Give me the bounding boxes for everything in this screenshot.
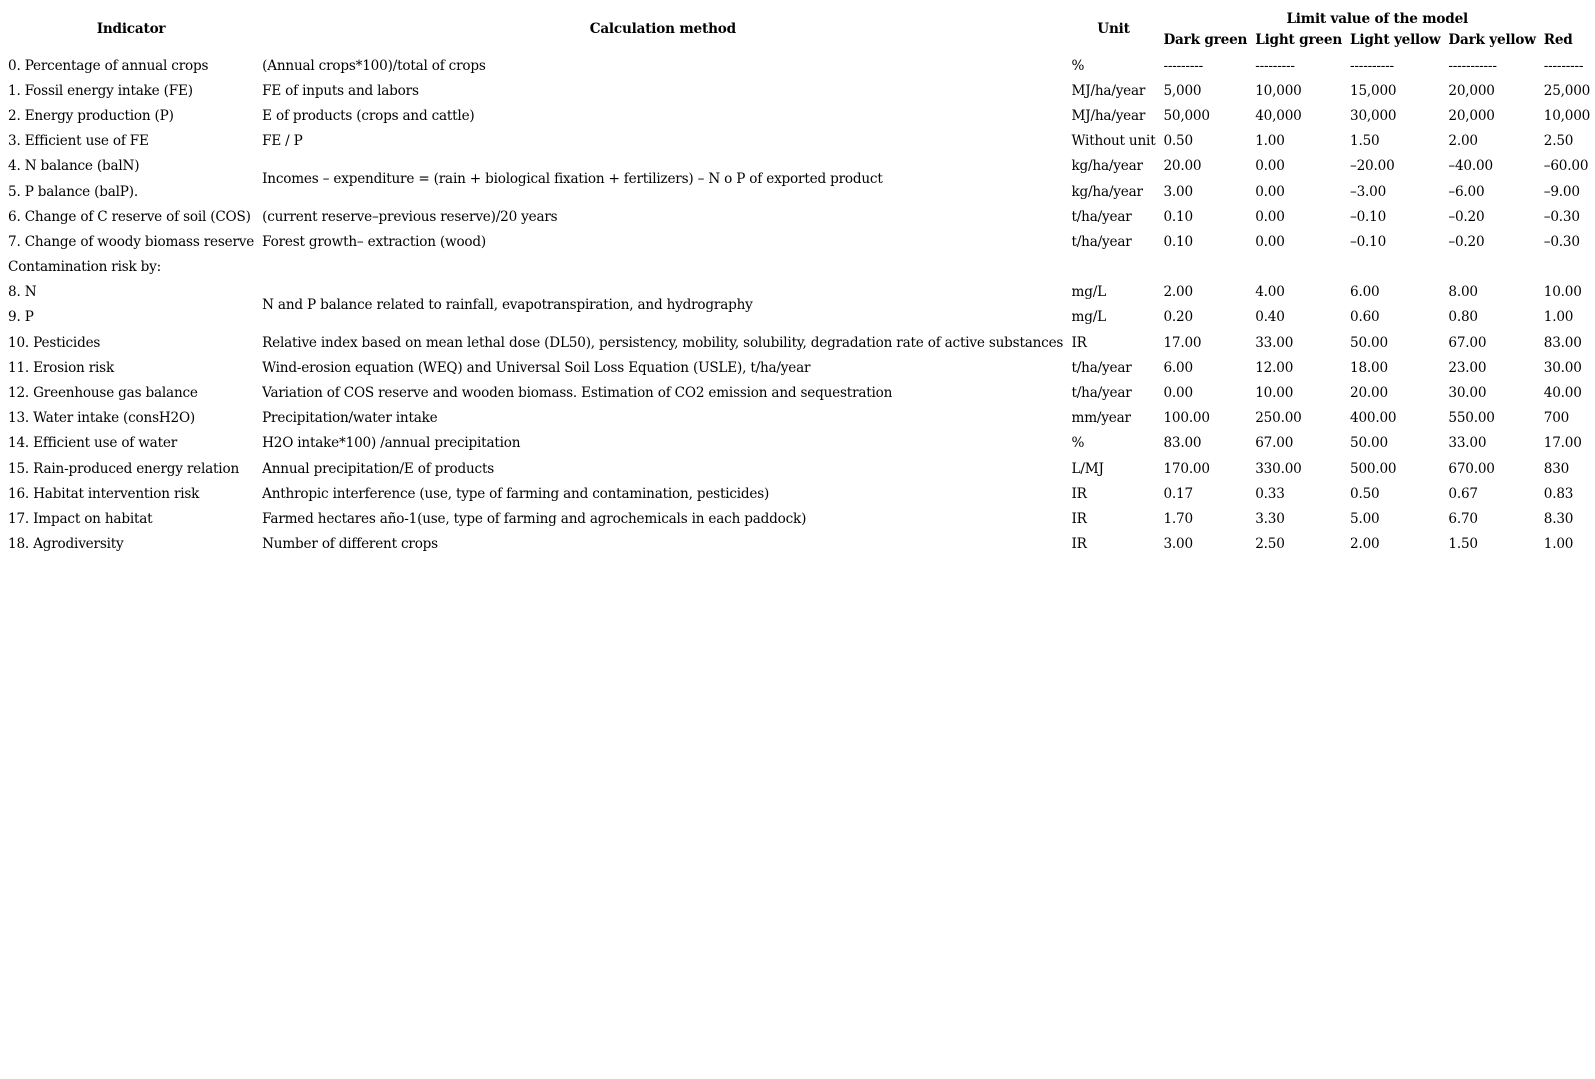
indicator-cell: 3. Efficient use of FE (8, 133, 149, 150)
value-light-yellow: 0.60 (1350, 309, 1380, 326)
unit-cell: L/MJ (1071, 460, 1104, 477)
value-red: 10.00 (1543, 284, 1582, 301)
value-light-green: 0.00 (1255, 183, 1285, 200)
value-red: 40.00 (1543, 385, 1582, 402)
unit-cell: t/ha/year (1071, 233, 1132, 250)
unit-cell: t/ha/year (1071, 359, 1132, 376)
value-light-yellow: 15,000 (1350, 82, 1397, 99)
value-light-yellow: ---------- (1350, 57, 1394, 74)
unit-cell: kg/ha/year (1071, 158, 1143, 175)
value-light-green: 0.00 (1255, 158, 1285, 175)
indicator-cell: 6. Change of C reserve of soil (COS) (8, 208, 251, 225)
method-cell: Variation of COS reserve and wooden biomass. Estimation of CO2 emission and sequestration (262, 385, 893, 402)
method-cell-contamination: N and P balance related to rainfall, evapotranspiration, and hydrography (262, 296, 753, 313)
unit-cell: mm/year (1071, 410, 1131, 427)
table-row (4, 53, 1595, 78)
value-dark-green: 2.00 (1163, 284, 1193, 301)
value-light-green: 4.00 (1255, 284, 1285, 301)
table-row (4, 154, 1595, 179)
table-row (4, 532, 1595, 557)
value-dark-yellow: 20,000 (1448, 82, 1495, 99)
value-dark-yellow: 1.50 (1448, 536, 1478, 553)
value-light-yellow: –20.00 (1350, 158, 1395, 175)
value-red: 700 (1543, 410, 1570, 427)
value-light-green: 0.00 (1255, 208, 1285, 225)
unit-cell: IR (1071, 510, 1087, 527)
unit-cell: % (1071, 435, 1085, 452)
value-light-yellow: –3.00 (1350, 183, 1387, 200)
value-red: 830 (1543, 460, 1570, 477)
indicator-table (4, 4, 1595, 557)
value-light-green: 10.00 (1255, 385, 1294, 402)
value-dark-yellow: 20,000 (1448, 107, 1495, 124)
value-dark-yellow: 33.00 (1448, 435, 1487, 452)
indicator-cell: 9. P (8, 309, 34, 326)
method-cell: Annual precipitation/E of products (262, 460, 494, 477)
value-dark-yellow: –0.20 (1448, 233, 1485, 250)
value-dark-green: 100.00 (1163, 410, 1210, 427)
table-row (4, 456, 1595, 481)
table-row (4, 103, 1595, 128)
method-cell: (Annual crops*100)/total of crops (262, 57, 486, 74)
value-red: –0.30 (1543, 208, 1580, 225)
value-dark-green: 17.00 (1163, 334, 1202, 351)
value-light-green: 10,000 (1255, 82, 1302, 99)
table-row (4, 380, 1595, 405)
method-cell: H2O intake*100) /annual precipitation (262, 435, 521, 452)
value-dark-green: 0.17 (1163, 485, 1193, 502)
indicator-cell: 14. Efficient use of water (8, 435, 177, 452)
value-light-yellow: 2.00 (1350, 536, 1380, 553)
value-red: 2.50 (1543, 133, 1574, 150)
value-dark-yellow: 8.00 (1448, 284, 1478, 301)
header-row-top (4, 4, 1595, 27)
value-light-yellow: –0.10 (1350, 208, 1387, 225)
method-cell: Precipitation/water intake (262, 410, 438, 427)
value-light-green: 0.00 (1255, 233, 1285, 250)
value-light-green: 3.30 (1255, 510, 1285, 527)
value-light-yellow: –0.10 (1350, 233, 1387, 250)
value-light-green: 330.00 (1255, 460, 1302, 477)
indicator-cell: 11. Erosion risk (8, 359, 114, 376)
value-red: 0.83 (1543, 485, 1574, 502)
method-cell: Forest growth– extraction (wood) (262, 233, 487, 250)
unit-cell: MJ/ha/year (1071, 82, 1146, 99)
value-light-green: 0.40 (1255, 309, 1285, 326)
method-cell: Farmed hectares año-1(use, type of farming and agrochemicals in each paddock) (262, 510, 807, 527)
value-light-green: 33.00 (1255, 334, 1294, 351)
indicator-cell: 7. Change of woody biomass reserve (8, 233, 255, 250)
unit-cell: mg/L (1071, 309, 1106, 326)
value-dark-green: 0.10 (1163, 233, 1193, 250)
unit-cell: IR (1071, 536, 1087, 553)
method-cell: Wind-erosion equation (WEQ) and Universal Soil Loss Equation (USLE), t/ha/year (262, 359, 811, 376)
value-light-yellow: 400.00 (1350, 410, 1397, 427)
value-dark-green: 0.00 (1163, 385, 1193, 402)
value-light-yellow: 50.00 (1350, 334, 1388, 351)
value-red: –0.30 (1543, 233, 1580, 250)
value-dark-green: 1.70 (1163, 510, 1193, 527)
indicator-cell: 0. Percentage of annual crops (8, 57, 209, 74)
value-light-yellow: 500.00 (1350, 460, 1397, 477)
value-dark-green: 0.50 (1163, 133, 1193, 150)
indicator-cell: 12. Greenhouse gas balance (8, 385, 198, 402)
value-dark-green: 3.00 (1163, 536, 1193, 553)
value-dark-green: 0.10 (1163, 208, 1193, 225)
value-red: 1.00 (1543, 309, 1574, 326)
value-dark-yellow: –6.00 (1448, 183, 1485, 200)
value-light-green: 67.00 (1255, 435, 1294, 452)
header-unit: Unit (1097, 20, 1130, 37)
header-light-green: Light green (1255, 32, 1343, 48)
value-dark-yellow: 23.00 (1448, 359, 1487, 376)
value-red: 1.00 (1543, 536, 1574, 553)
value-light-green: 1.00 (1255, 133, 1285, 150)
indicator-cell: 16. Habitat intervention risk (8, 485, 200, 502)
value-light-green: 2.50 (1255, 536, 1285, 553)
unit-cell: kg/ha/year (1071, 183, 1143, 200)
value-red: --------- (1543, 57, 1584, 74)
table-row (4, 129, 1595, 154)
table-row-section-label (4, 255, 1595, 280)
value-dark-yellow: 30.00 (1448, 385, 1487, 402)
value-light-yellow: 6.00 (1350, 284, 1380, 301)
table-row (4, 78, 1595, 103)
value-light-yellow: 1.50 (1350, 133, 1380, 150)
table-row (4, 406, 1595, 431)
value-light-green: 0.33 (1255, 485, 1285, 502)
indicator-cell: 15. Rain-produced energy relation (8, 460, 239, 477)
header-limit-value: Limit value of the model (1286, 11, 1469, 27)
table-row (4, 431, 1595, 456)
value-light-green: --------- (1255, 57, 1295, 74)
indicator-cell: 1. Fossil energy intake (FE) (8, 82, 193, 99)
value-red: 83.00 (1543, 334, 1582, 351)
indicator-cell: 5. P balance (balP). (8, 183, 138, 200)
value-red: –9.00 (1543, 183, 1580, 200)
method-cell: Relative index based on mean lethal dose (DL50), persistency, mobility, solubility, degradation rate of active substances (262, 334, 1064, 351)
value-light-yellow: 30,000 (1350, 107, 1397, 124)
unit-cell: t/ha/year (1071, 208, 1132, 225)
value-light-yellow: 20.00 (1350, 385, 1388, 402)
indicator-cell: 4. N balance (balN) (8, 158, 140, 175)
value-dark-yellow: 0.67 (1448, 485, 1478, 502)
value-light-yellow: 18.00 (1350, 359, 1388, 376)
value-light-yellow: 0.50 (1350, 485, 1380, 502)
value-light-yellow: 5.00 (1350, 510, 1380, 527)
method-cell: Anthropic interference (use, type of farming and contamination, pesticides) (262, 485, 770, 502)
header-dark-green: Dark green (1163, 32, 1248, 48)
indicator-cell: 18. Agrodiversity (8, 536, 124, 553)
method-cell: Number of different crops (262, 536, 438, 553)
unit-cell: t/ha/year (1071, 385, 1132, 402)
table-body (4, 53, 1595, 557)
value-red: 25,000 (1543, 82, 1591, 99)
value-red: 17.00 (1543, 435, 1582, 452)
header-light-yellow: Light yellow (1350, 32, 1441, 48)
value-dark-yellow: 550.00 (1448, 410, 1495, 427)
value-light-green: 12.00 (1255, 359, 1294, 376)
unit-cell: MJ/ha/year (1071, 107, 1146, 124)
unit-cell: IR (1071, 334, 1087, 351)
value-dark-yellow: 6.70 (1448, 510, 1478, 527)
value-dark-yellow: 2.00 (1448, 133, 1478, 150)
table-row (4, 330, 1595, 355)
header-calculation-method: Calculation method (589, 20, 736, 37)
unit-cell: mg/L (1071, 284, 1106, 301)
value-red: 10,000 (1543, 107, 1591, 124)
value-dark-green: 5,000 (1163, 82, 1202, 99)
value-dark-green: 3.00 (1163, 183, 1193, 200)
method-cell: FE of inputs and labors (262, 82, 419, 99)
value-dark-yellow: 670.00 (1448, 460, 1495, 477)
method-cell: FE / P (262, 133, 303, 150)
table-header (4, 4, 1595, 53)
table-row (4, 481, 1595, 506)
unit-cell: IR (1071, 485, 1087, 502)
table-row (4, 204, 1595, 229)
value-red: –60.00 (1543, 158, 1589, 175)
value-light-green: 40,000 (1255, 107, 1302, 124)
header-indicator: Indicator (96, 20, 166, 37)
value-dark-green: 83.00 (1163, 435, 1202, 452)
value-light-green: 250.00 (1255, 410, 1302, 427)
indicator-cell: 17. Impact on habitat (8, 510, 153, 527)
value-dark-green: 20.00 (1163, 158, 1202, 175)
value-dark-green: 170.00 (1163, 460, 1210, 477)
value-dark-yellow: ----------- (1448, 57, 1497, 74)
value-dark-yellow: –40.00 (1448, 158, 1493, 175)
table-row (4, 355, 1595, 380)
method-cell-np-balance: Incomes – expenditure = (rain + biological fixation + fertilizers) – N o P of exported product (262, 170, 883, 187)
indicator-cell: 13. Water intake (consH2O) (8, 410, 196, 427)
value-dark-green: 50,000 (1163, 107, 1210, 124)
header-red: Red (1543, 32, 1573, 48)
value-dark-green: 6.00 (1163, 359, 1193, 376)
table-row (4, 280, 1595, 305)
method-cell: (current reserve–previous reserve)/20 years (262, 208, 558, 225)
unit-cell: Without unit (1071, 133, 1156, 150)
value-dark-yellow: 67.00 (1448, 334, 1487, 351)
indicator-cell: 8. N (8, 284, 37, 301)
indicator-table-container (4, 4, 1595, 557)
value-red: 8.30 (1543, 510, 1574, 527)
contamination-risk-label: Contamination risk by: (8, 259, 162, 276)
value-light-yellow: 50.00 (1350, 435, 1388, 452)
value-red: 30.00 (1543, 359, 1582, 376)
indicator-cell: 10. Pesticides (8, 334, 101, 351)
value-dark-yellow: 0.80 (1448, 309, 1478, 326)
table-row (4, 229, 1595, 254)
header-dark-yellow: Dark yellow (1448, 32, 1536, 48)
method-cell: E of products (crops and cattle) (262, 107, 475, 124)
value-dark-green: --------- (1163, 57, 1204, 74)
value-dark-green: 0.20 (1163, 309, 1193, 326)
unit-cell: % (1071, 57, 1085, 74)
value-dark-yellow: –0.20 (1448, 208, 1485, 225)
table-row (4, 506, 1595, 531)
indicator-cell: 2. Energy production (P) (8, 107, 174, 124)
